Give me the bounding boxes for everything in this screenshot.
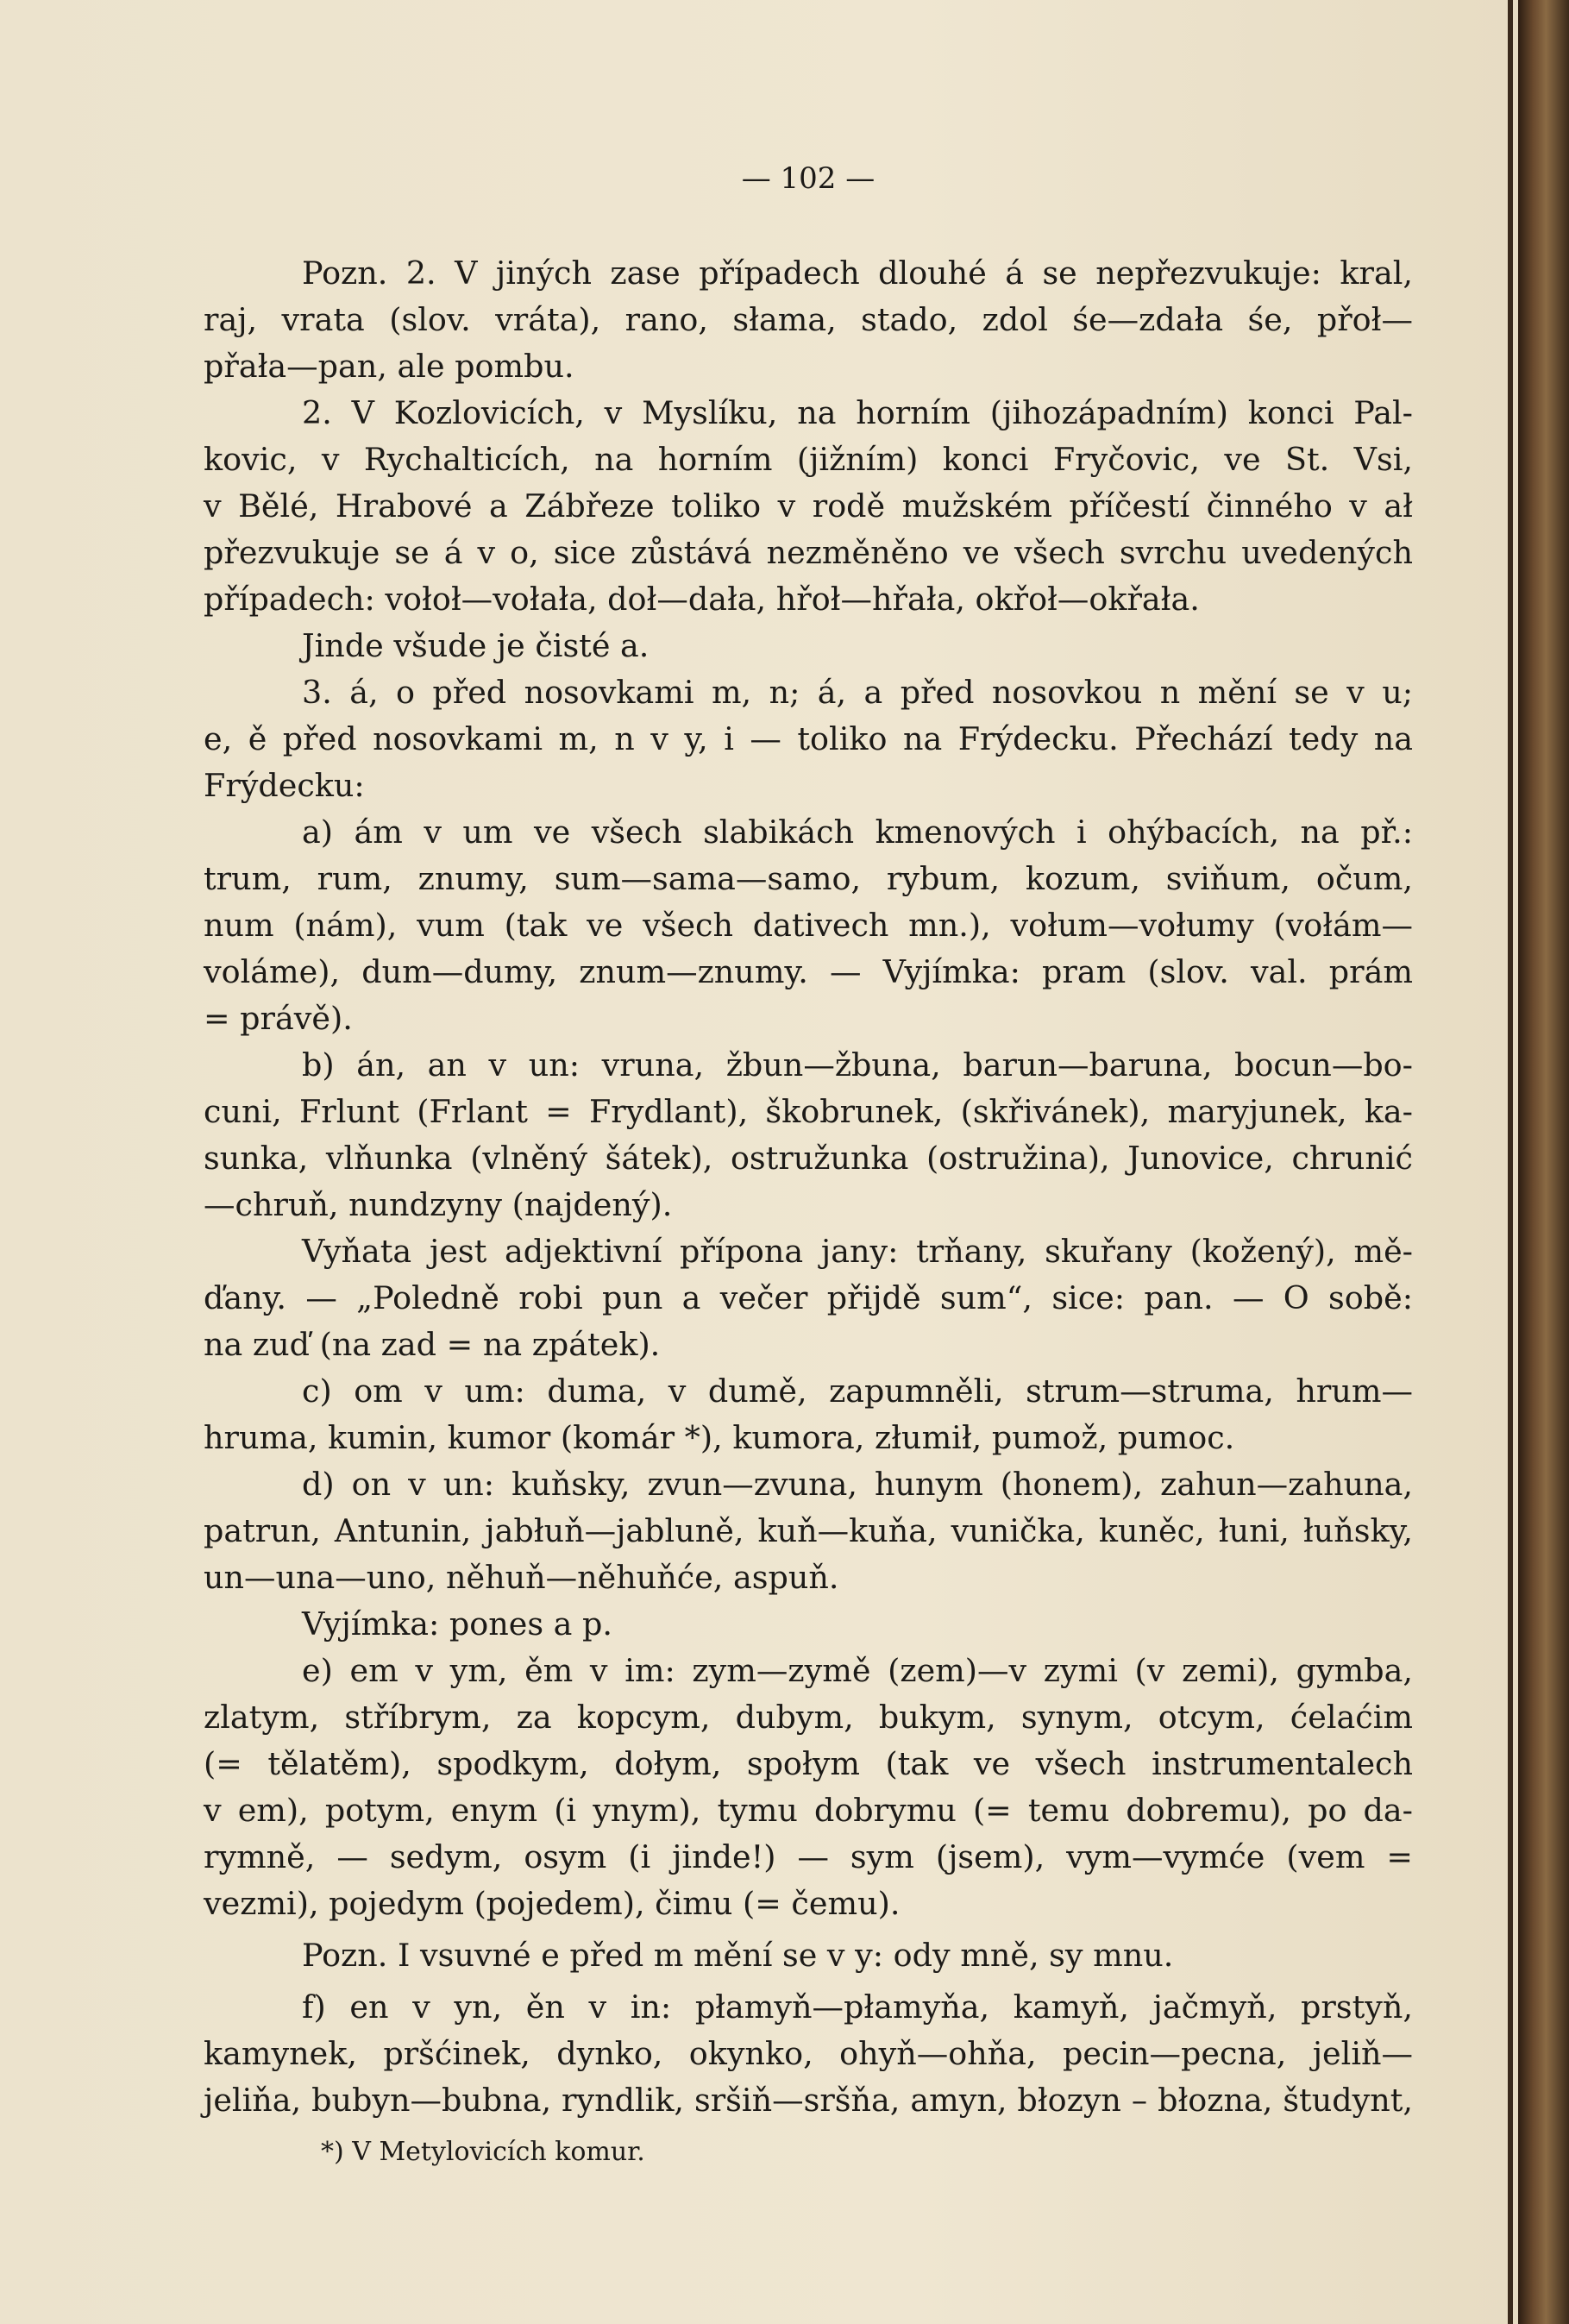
- text-line-34: v em), potym, enym (i ynym), tymu dobrymu (= temu dobremu), po da-: [204, 1792, 1413, 1829]
- text-line-18: b) án, an v un: vruna, žbun—žbuna, barun—baruna, bocun—bo-: [302, 1046, 1413, 1083]
- text-line-10: 3. á, o před nosovkami m, n; á, a před nosovkou n mění se v u;: [302, 674, 1413, 711]
- text-line-31: e) em v ym, ěm v im: zym—zymě (zem)—v zymi (v zemi), gymba,: [302, 1652, 1413, 1689]
- text-line-8: případech: vołoł—vołała, doł—dała, hřoł—hřała, okřoł—okřała.: [204, 581, 1200, 618]
- text-line-7: přezvukuje se á v o, sice zůstává nezměněno ve všech svrchu uvedených: [204, 534, 1413, 571]
- text-line-17: = právě).: [204, 1000, 353, 1037]
- text-line-3: přała—pan, ale pombu.: [204, 348, 574, 385]
- text-line-26: hruma, kumin, kumor (komár *), kumora, złumił, pumož, pumoc.: [204, 1419, 1235, 1456]
- footnote: *) V Metylovicích komur.: [321, 2137, 645, 2167]
- text-line-6: v Bělé, Hrabové a Zábřeze toliko v rodě mužském příčestí činného v ał: [204, 487, 1413, 524]
- text-line-30: Vyjímka: pones a p.: [302, 1605, 612, 1643]
- text-line-33: (= tělatěm), spodkym, dołym, społym (tak ve všech instrumentalech: [204, 1745, 1413, 1782]
- text-line-13: a) ám v um ve všech slabikách kmenových i ohýbacích, na př.:: [302, 813, 1413, 851]
- book-binding-edge: [1518, 0, 1569, 2324]
- text-line-37: Pozn. I vsuvné e před m mění se v y: ody mně, sy mnu.: [302, 1937, 1174, 1974]
- text-line-5: kovic, v Rychalticích, na horním (jižním) konci Fryčovic, ve St. Vsi,: [204, 441, 1413, 478]
- text-line-29: un—una—uno, něhuň—něhuňće, aspuň.: [204, 1559, 839, 1596]
- text-line-23: ďany. — „Poledně robi pun a večer přijdě sum“, sice: pan. — O sobě:: [204, 1279, 1413, 1316]
- text-line-36: vezmi), pojedym (pojedem), čimu (= čemu).: [204, 1885, 901, 1922]
- text-line-21: —chruň, nundzyny (najdený).: [204, 1186, 673, 1223]
- text-line-12: Frýdecku:: [204, 767, 365, 804]
- text-line-16: voláme), dum—dumy, znum—znumy. — Vyjímka: pram (slov. val. prám: [204, 953, 1413, 990]
- text-line-15: num (nám), vum (tak ve všech dativech mn.), vołum—vołumy (vołám—: [204, 907, 1413, 944]
- text-line-22: Vyňata jest adjektivní přípona jany: trňany, skuřany (kožený), mě-: [302, 1233, 1413, 1270]
- text-line-32: zlatym, stříbrym, za kopcym, dubym, bukym, synym, otcym, ćelaćim: [204, 1699, 1413, 1736]
- text-line-4: 2. V Kozlovicích, v Myslíku, na horním (jihozápadním) konci Pal-: [302, 394, 1413, 431]
- text-line-27: d) on v un: kuňsky, zvun—zvuna, hunym (honem), zahun—zahuna,: [302, 1466, 1413, 1503]
- text-line-1: Pozn. 2. V jiných zase případech dlouhé á se nepřezvukuje: kral,: [302, 254, 1413, 292]
- text-line-35: rymně, — sedym, osym (i jinde!) — sym (jsem), vym—vymće (vem =: [204, 1838, 1413, 1875]
- text-line-19: cuni, Frlunt (Frlant = Frydlant), škobrunek, (skřivánek), maryjunek, ka-: [204, 1093, 1413, 1130]
- text-line-40: jeliňa, bubyn—bubna, ryndlik, sršiň—sršňa, amyn, błozyn – błozna, študynt,: [204, 2082, 1413, 2119]
- text-line-11: e, ě před nosovkami m, n v y, i — toliko na Frýdecku. Přechází tedy na: [204, 720, 1413, 757]
- page-edge-shadow: [1508, 0, 1513, 2324]
- text-line-24: na zuď (na zad = na zpátek).: [204, 1326, 661, 1363]
- text-line-9: Jinde všude je čisté a.: [302, 627, 650, 664]
- text-line-38: f) en v yn, ěn v in: płamyň—płamyňa, kamyň, jačmyň, prstyň,: [302, 1988, 1413, 2026]
- text-line-20: sunka, vlňunka (vlněný šátek), ostružunka (ostružina), Junovice, chrunić: [204, 1140, 1413, 1177]
- text-line-25: c) om v um: duma, v dumě, zapumněli, strum—struma, hrum—: [302, 1372, 1413, 1410]
- text-line-39: kamynek, pršćinek, dynko, okynko, ohyň—ohňa, pecin—pecna, jeliň—: [204, 2035, 1413, 2072]
- page-number: — 102 —: [741, 161, 876, 196]
- text-line-14: trum, rum, znumy, sum—sama—samo, rybum, kozum, sviňum, očum,: [204, 860, 1413, 897]
- text-line-2: raj, vrata (slov. vráta), rano, słama, stado, zdol śe—zdała śe, přoł—: [204, 301, 1413, 338]
- text-line-28: patrun, Antunin, jabłuň—jabluně, kuň—kuňa, vunička, kuněc, łuni, łuňsky,: [204, 1512, 1413, 1549]
